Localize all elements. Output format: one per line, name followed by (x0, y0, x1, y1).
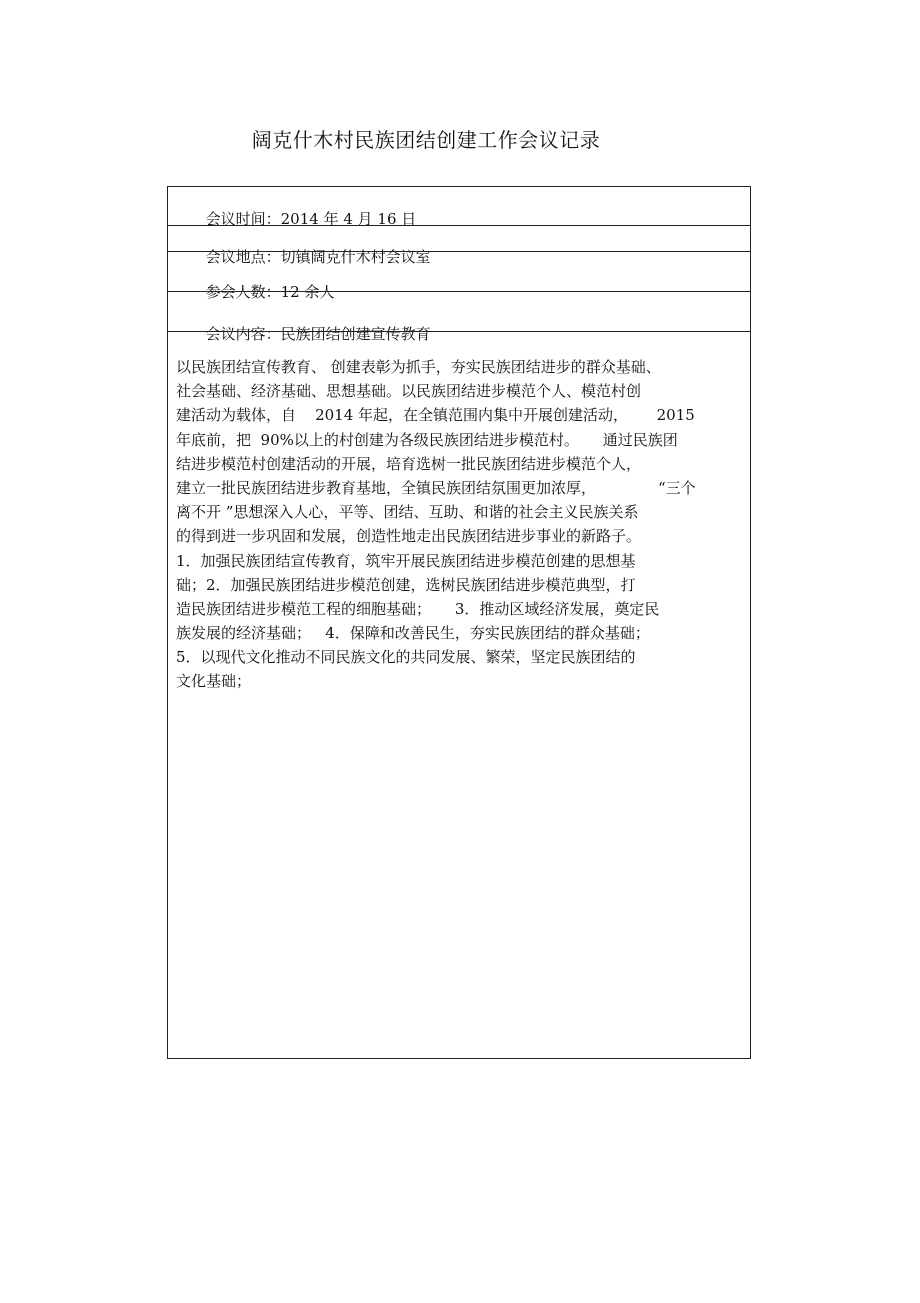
body-line: 离不开 ”思想深入人心，平等、团结、互助、和谐的社会主义民族关系 (176, 503, 639, 522)
field-value: 12 余人 (280, 283, 335, 301)
body-line: 造民族团结进步模范工程的细胞基础； 3．推动区域经济发展，奠定民 (176, 599, 660, 618)
meeting-record-table (167, 186, 751, 1059)
field-value: 民族团结创建宣传教育 (280, 325, 431, 343)
field-label: 会议时间： (205, 210, 281, 228)
body-line: 础；2．加强民族团结进步模范创建，选树民族团结进步模范典型，打 (176, 575, 636, 594)
row-divider (168, 251, 750, 252)
body-line: 文化基础； (176, 672, 252, 691)
row-divider (168, 331, 750, 332)
row-divider (168, 225, 750, 226)
field-label: 会议内容： (205, 325, 281, 343)
body-line: 1．加强民族团结宣传教育，筑牢开展民族团结进步模范创建的思想基 (176, 551, 636, 570)
field-meeting-content (177, 305, 431, 362)
row-divider (168, 291, 750, 292)
body-line: 建立一批民族团结进步教育基地，全镇民族团结氛围更加浓厚， “三个 (176, 478, 696, 497)
body-line: 建活动为载体，自 2014 年起，在全镇范围内集中开展创建活动， 2015 (176, 406, 695, 425)
body-line: 5．以现代文化推动不同民族文化的共同发展、繁荣，坚定民族团结的 (176, 648, 636, 667)
body-line: 以民族团结宣传教育、 创建表彰为抓手，夯实民族团结进步的群众基础、 (176, 358, 661, 376)
body-line: 社会基础、经济基础、思想基础。以民族团结进步模范个人、模范村创 (176, 382, 642, 401)
field-value: 2014 年 4 月 16 日 (280, 210, 417, 228)
body-line: 的得到进一步巩固和发展，创造性地走出民族团结进步事业的新路子。 (176, 527, 642, 546)
document-title: 阔克什木村民族团结创建工作会议记录 (251, 128, 601, 152)
body-line: 族发展的经济基础； 4．保障和改善民生，夯实民族团结的群众基础； (176, 624, 650, 643)
body-line: 年底前，把 90%以上的村创建为各级民族团结进步模范村。 通过民族团 (176, 430, 678, 449)
meeting-body-text (176, 355, 746, 694)
field-label: 参会人数： (205, 283, 281, 301)
field-label: 会议地点： (205, 248, 281, 266)
body-line: 结进步模范村创建活动的开展，培育选树一批民族团结进步模范个人， (176, 454, 642, 473)
field-value: 切镇阔克什木村会议室 (280, 248, 431, 266)
